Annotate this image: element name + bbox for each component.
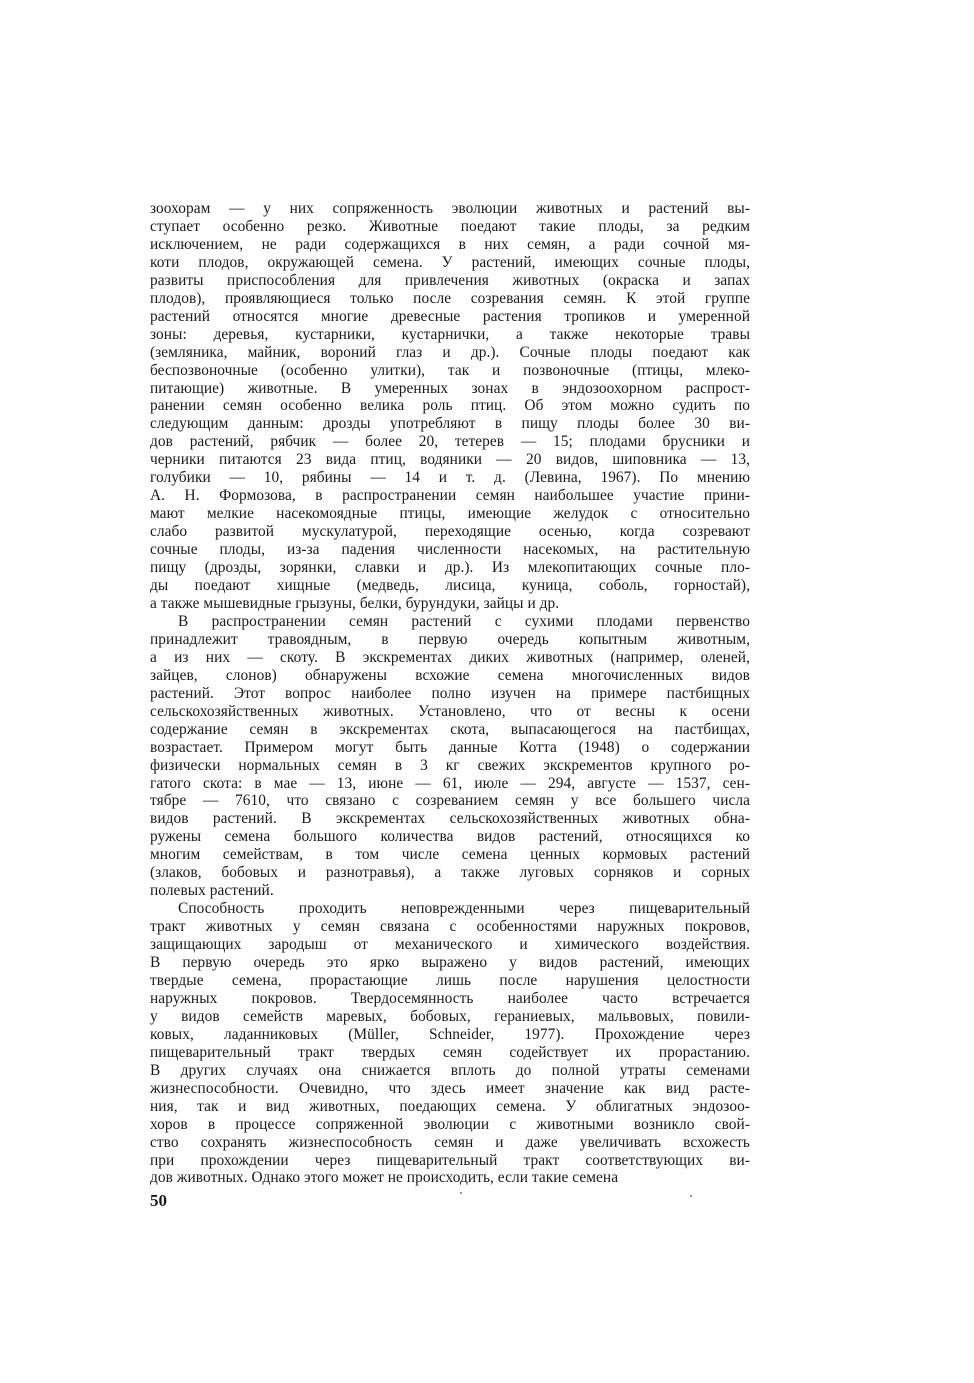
text-line: питающие) животные. В умеренных зонах в эндозоохорном распрост- xyxy=(150,379,750,397)
text-line: принадлежит травоядным, в первую очередь копытным животным, xyxy=(150,630,750,648)
text-line: растений относятся многие древесные растения тропиков и умеренной xyxy=(150,307,750,325)
text-line: черники питаются 23 вида птиц, водяники — 20 видов, шиповника — 13, xyxy=(150,451,750,469)
text-line: растений. Этот вопрос наиболее полно изучен на примере пастбищных xyxy=(150,684,750,702)
text-line: зайцев, слонов) обнаружены всхожие семена многочисленных видов xyxy=(150,666,750,684)
text-line: защищающих зародыш от механического и химического воздействия. xyxy=(150,936,750,954)
text-line: тракт животных у семян связана с особенностями наружных покровов, xyxy=(150,918,750,936)
text-line: тябре — 7610, что связано с созреванием семян у все большего числа xyxy=(150,792,750,810)
text-line: видов растений. В экскрементах сельскохозяйственных животных обна- xyxy=(150,810,750,828)
text-column xyxy=(150,200,750,1187)
text-line: беспозвоночные (особенно улитки), так и позвоночные (птицы, млеко- xyxy=(150,361,750,379)
text-line: (земляника, майник, вороний глаз и др.). Сочные плоды поедают как xyxy=(150,343,750,361)
text-line: дов растений, рябчик — более 20, тетерев — 15; плодами брусники и xyxy=(150,433,750,451)
text-line: зоохорам — у них сопряженность эволюции животных и растений вы- xyxy=(150,200,750,217)
paragraph xyxy=(150,613,750,900)
text-line: В первую очередь это ярко выражено у видов растений, имеющих xyxy=(150,954,750,972)
text-line: (злаков, бобовых и разнотравья), а также луговых сорняков и сорных xyxy=(150,864,750,882)
text-line: сочные плоды, из-за падения численности насекомых, на растительную xyxy=(150,541,750,559)
text-line: гатого скота: в мае — 13, июне — 61, июле — 294, августе — 1537, сен- xyxy=(150,774,750,792)
text-line: при прохождении через пищеварительный тракт соответствующих ви- xyxy=(150,1151,750,1169)
page-body xyxy=(150,200,750,1187)
page-number: 50 xyxy=(150,1191,167,1210)
text-line: слабо развитой мускулатурой, переходящие осенью, когда созревают xyxy=(150,523,750,541)
paragraph xyxy=(150,200,750,613)
text-line: зоны: деревья, кустарники, кустарнички, а также некоторые травы xyxy=(150,325,750,343)
text-line: коти плодов, окружающей семена. У растений, имеющих сочные плоды, xyxy=(150,253,750,271)
text-line: многим семействам, в том числе семена ценных кормовых растений xyxy=(150,846,750,864)
text-line: хоров в процессе сопряженной эволюции с животными возникло свой- xyxy=(150,1115,750,1133)
text-line: содержание семян в экскрементах скота, выпасающегося на пастбищах, xyxy=(150,720,750,738)
text-line: А. Н. Формозова, в распространении семян наибольшее участие прини- xyxy=(150,487,750,505)
text-line: ковых, ладанниковых (Müller, Schneider, 1977). Прохождение через xyxy=(150,1025,750,1043)
text-line: пищеварительный тракт твердых семян содействует их прорастанию. xyxy=(150,1043,750,1061)
paragraph xyxy=(150,900,750,1187)
text-line: а из них — скоту. В экскрементах диких животных (например, оленей, xyxy=(150,648,750,666)
text-line: развиты приспособления для привлечения животных (окраска и запах xyxy=(150,271,750,289)
text-line: В распространении семян растений с сухими плодами первенство xyxy=(178,612,750,630)
text-line: ранении семян особенно велика роль птиц. Об этом можно судить по xyxy=(150,397,750,415)
text-line: мают мелкие насекомоядные птицы, имеющие желудок с относительно xyxy=(150,505,750,523)
text-line: ния, так и вид животных, поедающих семена. У облигатных эндозоо- xyxy=(150,1097,750,1115)
scan-speck xyxy=(460,1192,462,1194)
text-line: пищу (дрозды, зорянки, славки и др.). Из млекопитающих сочные пло- xyxy=(150,559,750,577)
text-line: возрастает. Примером могут быть данные Котта (1948) о содержании xyxy=(150,738,750,756)
text-line: голубики — 10, рябины — 14 и т. д. (Левина, 1967). По мнению xyxy=(150,469,750,487)
text-line: сельскохозяйственных животных. Установлено, что от весны к осени xyxy=(150,702,750,720)
text-line: ружены семена большого количества видов растений, относящихся ко xyxy=(150,828,750,846)
text-line: наружных покровов. Твердосемянность наиболее часто встречается xyxy=(150,989,750,1007)
text-line: дов животных. Однако этого может не происходить, если такие семена xyxy=(150,1169,619,1187)
text-line: а также мышевидные грызуны, белки, бурундуки, зайцы и др. xyxy=(150,594,560,612)
text-line: ство сохранять жизнеспособность семян и даже увеличивать всхожесть xyxy=(150,1133,750,1151)
text-line: следующим данным: дрозды употребляют в пищу плоды более 30 ви- xyxy=(150,415,750,433)
text-line: полевых растений. xyxy=(150,882,274,900)
text-line: Способность проходить неповрежденными через пищеварительный xyxy=(178,900,750,918)
text-line: В других случаях она снижается вплоть до полной утраты семенами xyxy=(150,1061,750,1079)
text-line: исключением, не ради содержащихся в них семян, а ради сочной мя- xyxy=(150,235,750,253)
text-line: жизнеспособности. Очевидно, что здесь имеет значение как вид расте- xyxy=(150,1079,750,1097)
text-line: ды поедают хищные (медведь, лисица, куница, соболь, горностай), xyxy=(150,577,750,595)
text-line: физически нормальных семян в 3 кг свежих экскрементов крупного ро- xyxy=(150,756,750,774)
text-line: ступает особенно резко. Животные поедают такие плоды, за редким xyxy=(150,217,750,235)
scan-speck xyxy=(690,1195,692,1197)
text-line: плодов), проявляющиеся только после созревания семян. К этой группе xyxy=(150,289,750,307)
text-line: твердые семена, прорастающие лишь после нарушения целостности xyxy=(150,971,750,989)
text-line: у видов семейств маревых, бобовых, гераниевых, мальвовых, повили- xyxy=(150,1007,750,1025)
